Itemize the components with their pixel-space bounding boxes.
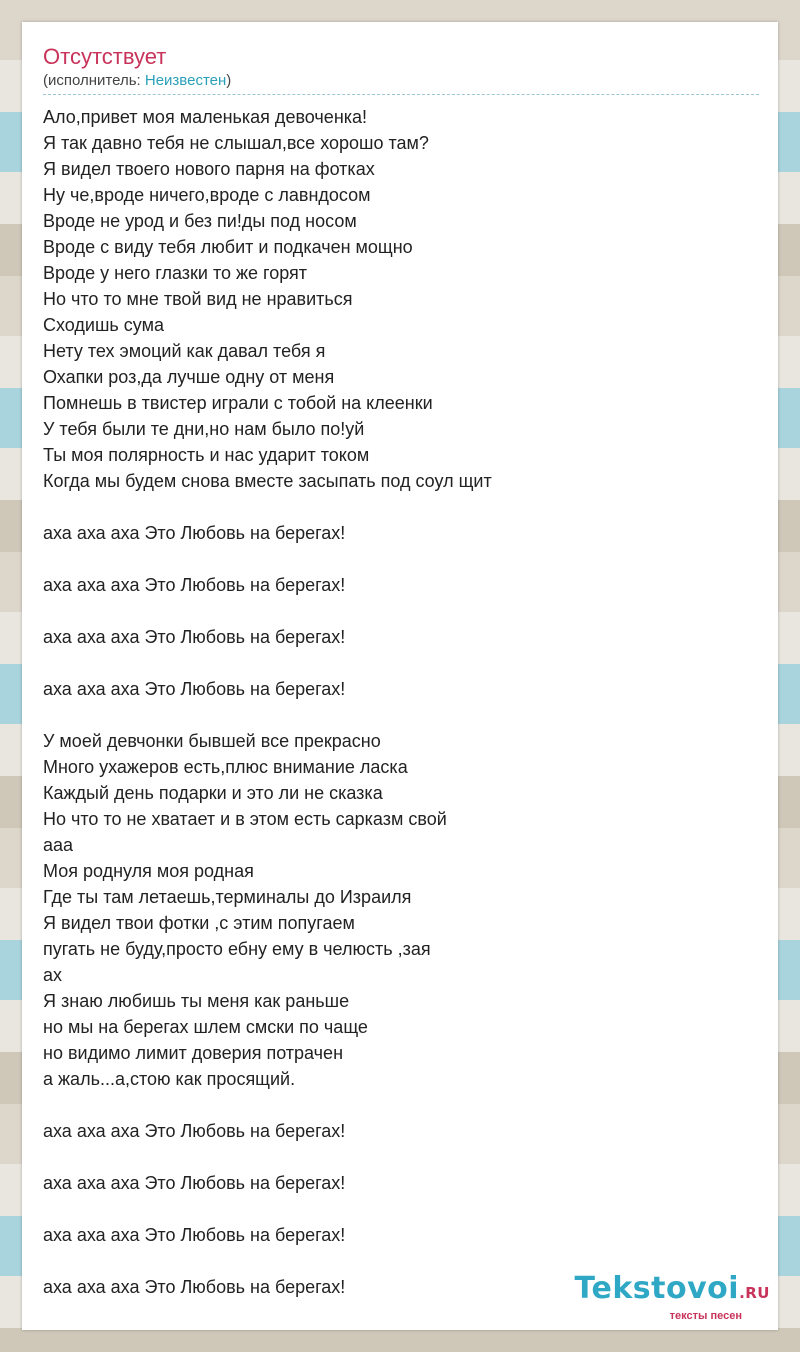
lyric-line (43, 494, 759, 520)
artist-line (43, 72, 231, 90)
lyric-line (43, 1092, 759, 1118)
lyric-line: Много ухажеров есть,плюс внимание ласка (43, 757, 408, 777)
lyric-line (43, 546, 759, 572)
lyric-line: а жаль...а,стою как просящий. (43, 1069, 296, 1089)
lyric-line (43, 1144, 759, 1170)
lyric-line: Ты моя полярность и нас ударит током (43, 445, 370, 465)
lyric-line: Охапки роз,да лучше одну от меня (43, 367, 335, 387)
lyric-line: аха аха аха Это Любовь на берегах! (43, 1121, 346, 1141)
lyric-line: Сходишь сума (43, 315, 164, 335)
lyric-line: Ало,привет моя маленькая девоченка! (43, 107, 368, 127)
logo-name: Tekstovoi (574, 1271, 740, 1306)
lyric-line: Моя роднуля моя родная (43, 861, 254, 881)
lyric-line: У моей девчонки бывшей все прекрасно (43, 731, 381, 751)
lyric-line (43, 702, 759, 728)
lyric-line: но видимо лимит доверия потрачен (43, 1043, 344, 1063)
lyrics-card (22, 22, 778, 1330)
title-divider (43, 94, 759, 95)
lyric-line: Каждый день подарки и это ли не сказка (43, 783, 383, 803)
lyric-line: Помнешь в твистер играли с тобой на клеенки (43, 393, 433, 413)
lyric-line: аха аха аха Это Любовь на берегах! (43, 523, 346, 543)
lyric-line: Ну че,вроде ничего,вроде с лавндосом (43, 185, 371, 205)
lyric-line: аха аха аха Это Любовь на берегах! (43, 679, 346, 699)
lyric-line: Где ты там летаешь,терминалы до Израиля (43, 887, 412, 907)
lyric-line: Нету тех эмоций как давал тебя я (43, 341, 326, 361)
lyric-line: Я так давно тебя не слышал,все хорошо там? (43, 133, 429, 153)
logo-tld: .RU (739, 1284, 770, 1302)
lyric-line: Вроде с виду тебя любит и подкачен мощно (43, 237, 413, 257)
lyric-line (43, 598, 759, 624)
lyric-line: аха аха аха Это Любовь на берегах! (43, 575, 346, 595)
lyric-line: аха аха аха Это Любовь на берегах! (43, 1277, 346, 1297)
lyric-line: ааа (43, 835, 74, 855)
lyric-line: пугать не буду,просто ебну ему в челюсть ,зая (43, 939, 431, 959)
lyric-line (43, 1196, 759, 1222)
lyric-line: Я видел твои фотки ,с этим попугаем (43, 913, 355, 933)
lyric-line: Вроде у него глазки то же горят (43, 263, 308, 283)
song-title: Отсутствует (43, 44, 167, 69)
lyric-line: но мы на берегах шлем смски по чаще (43, 1017, 368, 1037)
lyric-line: аха аха аха Это Любовь на берегах! (43, 627, 346, 647)
site-logo[interactable] (575, 1272, 770, 1322)
lyrics-body (43, 104, 759, 1300)
lyric-line: Вроде не урод и без пи!ды под носом (43, 211, 357, 231)
lyric-line: Но что то не хватает и в этом есть сарказм свой (43, 809, 447, 829)
lyric-line (43, 650, 759, 676)
lyric-line: аха аха аха Это Любовь на берегах! (43, 1173, 346, 1193)
lyric-line: Я знаю любишь ты меня как раньше (43, 991, 350, 1011)
lyric-line: Когда мы будем снова вместе засыпать под соул щит (43, 471, 492, 491)
lyric-line: ах (43, 965, 63, 985)
artist-suffix: ) (226, 72, 232, 89)
logo-tagline: тексты песен (669, 1310, 742, 1322)
lyric-line: У тебя были те дни,но нам было по!уй (43, 419, 365, 439)
artist-prefix: (исполнитель: (43, 72, 145, 89)
logo-wordmark (575, 1272, 770, 1310)
lyric-line: Я видел твоего нового парня на фотках (43, 159, 375, 179)
lyric-line: аха аха аха Это Любовь на берегах! (43, 1225, 346, 1245)
artist-link[interactable]: Неизвестен (144, 72, 227, 89)
lyric-line: Но что то мне твой вид не нравиться (43, 289, 353, 309)
